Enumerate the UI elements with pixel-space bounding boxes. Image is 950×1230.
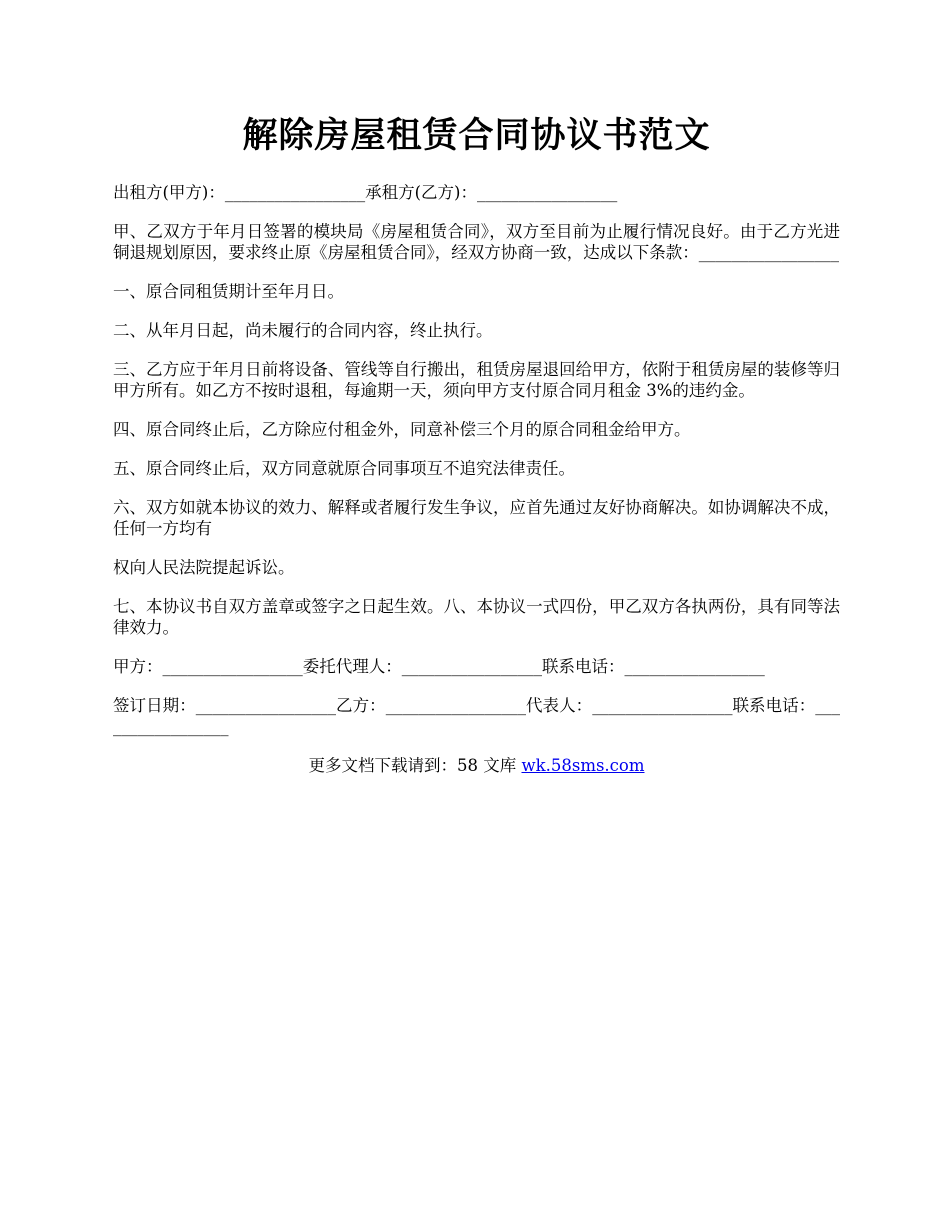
footer-text: 更多文档下载请到：58 文库: [308, 756, 522, 775]
clause-4: 四、原合同终止后，乙方除应付租金外，同意补偿三个月的原合同租金给甲方。: [113, 420, 691, 439]
clause-7-8: 七、本协议书自双方盖章或签字之日起生效。八、本协议一式四份，甲乙双方各执两份，具有同等法律效力。: [113, 597, 840, 637]
preamble-paragraph: 甲、乙双方于年月日签署的模块局《房屋租赁合同》，双方至目前为止履行情况良好。由于乙方光进铜退规划原因，要求终止原《房屋租赁合同》，经双方协商一致，达成以下条款：_________________: [113, 222, 840, 262]
clause-1: 一、原合同租赁期计至年月日。: [113, 282, 344, 301]
clause-2: 二、从年月日起，尚未履行的合同内容，终止执行。: [113, 321, 493, 340]
download-footer: [113, 755, 840, 776]
clause-6: 六、双方如就本协议的效力、解释或者履行发生争议，应首先通过友好协商解决。如协调解决不成，任何一方均有: [113, 498, 840, 538]
clause-3: 三、乙方应于年月日前将设备、管线等自行搬出，租赁房屋退回给甲方，依附于租赁房屋的装修等归甲方所有。如乙方不按时退租，每逾期一天，须向甲方支付原合同月租金 3%的违约金。: [113, 360, 840, 400]
clause-5: 五、原合同终止后，双方同意就原合同事项互不追究法律责任。: [113, 459, 575, 478]
document-title: 解除房屋租赁合同协议书范文: [242, 115, 711, 156]
clause-6-continued: 权向人民法院提起诉讼。: [113, 558, 295, 577]
parties-line: 出租方(甲方)：_________________承租方(乙方)：_________________: [113, 183, 618, 202]
footer-link[interactable]: wk.58sms.com: [521, 756, 645, 775]
document-page: [113, 110, 840, 776]
signing-date-line: 签订日期：_________________乙方：_________________代表人：_________________联系电话：_________________: [113, 696, 840, 736]
party-a-signature-line: 甲方：_________________委托代理人：_________________联系电话：_________________: [113, 657, 765, 676]
